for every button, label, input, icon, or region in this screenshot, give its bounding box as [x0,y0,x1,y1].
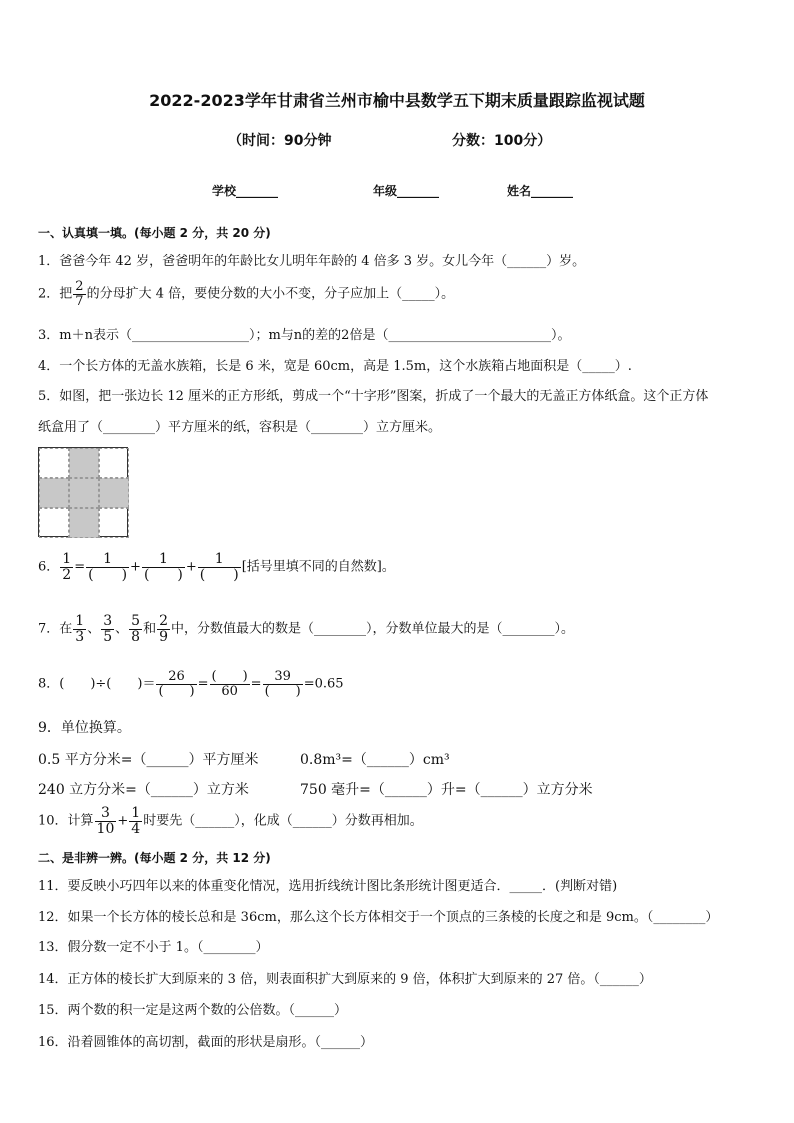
question-2: 2．把 $\frac{2}{7}$ 的分母扩大 4 倍，要使分数的大小不变，分子应加上（_____）。 [38,279,455,309]
question-9-title: 9．单位换算。 [38,720,131,736]
page-title: 2022-2023学年甘肃省兰州市榆中县数学五下期末质量跟踪监视试题 [149,91,645,110]
question-1: 1．爸爸今年 42 岁，爸爸明年的年龄比女儿明年年龄的 4 倍多 3 岁。女儿今年（______）岁。 [38,254,586,269]
question-4: 4．一个长方体的无盖水族箱，长是 6 米，宽是 60cm，高是 1.5m，这个水族箱占地面积是（_____）. [38,359,632,374]
question-11: 11．要反映小巧四年以来的体重变化情况，选用折线统计图比条形统计图更适合．_____．(判断对错) [38,879,618,894]
question-9-item-3: 240 立方分米=（______）立方米 [38,782,249,798]
question-5-line-2: 纸盒用了（________）平方厘米的纸，容积是（________）立方厘米。 [38,420,442,435]
question-15: 15．两个数的积一定是这两个数的公倍数。（______） [38,1003,348,1018]
cross-shape-figure [38,447,128,537]
question-9-item-4: 750 毫升=（______）升=（______）立方分米 [300,782,593,798]
name-field: 姓名_______ [507,184,574,198]
question-8: 8．( )÷( )＝ $\frac{26}{( )}$ = $\frac{( )}{60}$ = $\frac{39}{( )}$ =0.65 [38,669,344,699]
question-14: 14．正方体的棱长扩大到原来的 3 倍，则表面积扩大到原来的 9 倍，体积扩大到原来的 27 倍。（______） [38,972,652,987]
exam-score: 分数：100分） [452,133,552,149]
question-9-item-2: 0.8m³=（______）cm³ [300,752,450,768]
question-9-item-1: 0.5 平方分米=（______）平方厘米 [38,752,259,768]
question-13: 13．假分数一定不小于 1。（________） [38,940,269,955]
grade-field: 年级_______ [373,184,440,198]
section-2-title: 二、是非辨一辨。(每小题 2 分，共 12 分) [38,851,271,865]
question-12: 12．如果一个长方体的棱长总和是 36cm，那么这个长方体相交于一个顶点的三条棱的长度之和是 9cm。（________） [38,910,719,925]
exam-time: （时间：90分钟 [228,133,332,149]
question-10: 10．计算 $\frac{3}{10}$ + $\frac{1}{4}$ 时要先（______），化成（______）分数再相加。 [38,805,423,837]
section-1-title: 一、认真填一填。(每小题 2 分，共 20 分) [38,226,271,240]
school-field: 学校_______ [212,184,279,198]
question-16: 16．沿着圆锥体的高切割，截面的形状是扇形。（______） [38,1035,374,1050]
question-7: 7．在 $\frac{1}{3}$ 、 $\frac{3}{5}$ 、 $\frac{5}{8}$ 和 $\frac{2}{9}$ 中，分数值最大的数是（________），分数单位最大的是（________）。 [38,613,575,645]
question-3: 3．m＋n表示（__________________）；m与n的差的2倍是（_________________________）。 [38,328,571,343]
question-5-line-1: 5．如图，把一张边长 12 厘米的正方形纸，剪成一个“十字形”图案，折成了一个最大的无盖正方体纸盒。这个正方体 [38,389,709,404]
question-6: 6． $\frac{1}{2}$ = $\frac{1}{( )}$ + $\frac{1}{( )}$ + $\frac{1}{( )}$ [括号里填不同的自然数]。 [38,551,395,583]
